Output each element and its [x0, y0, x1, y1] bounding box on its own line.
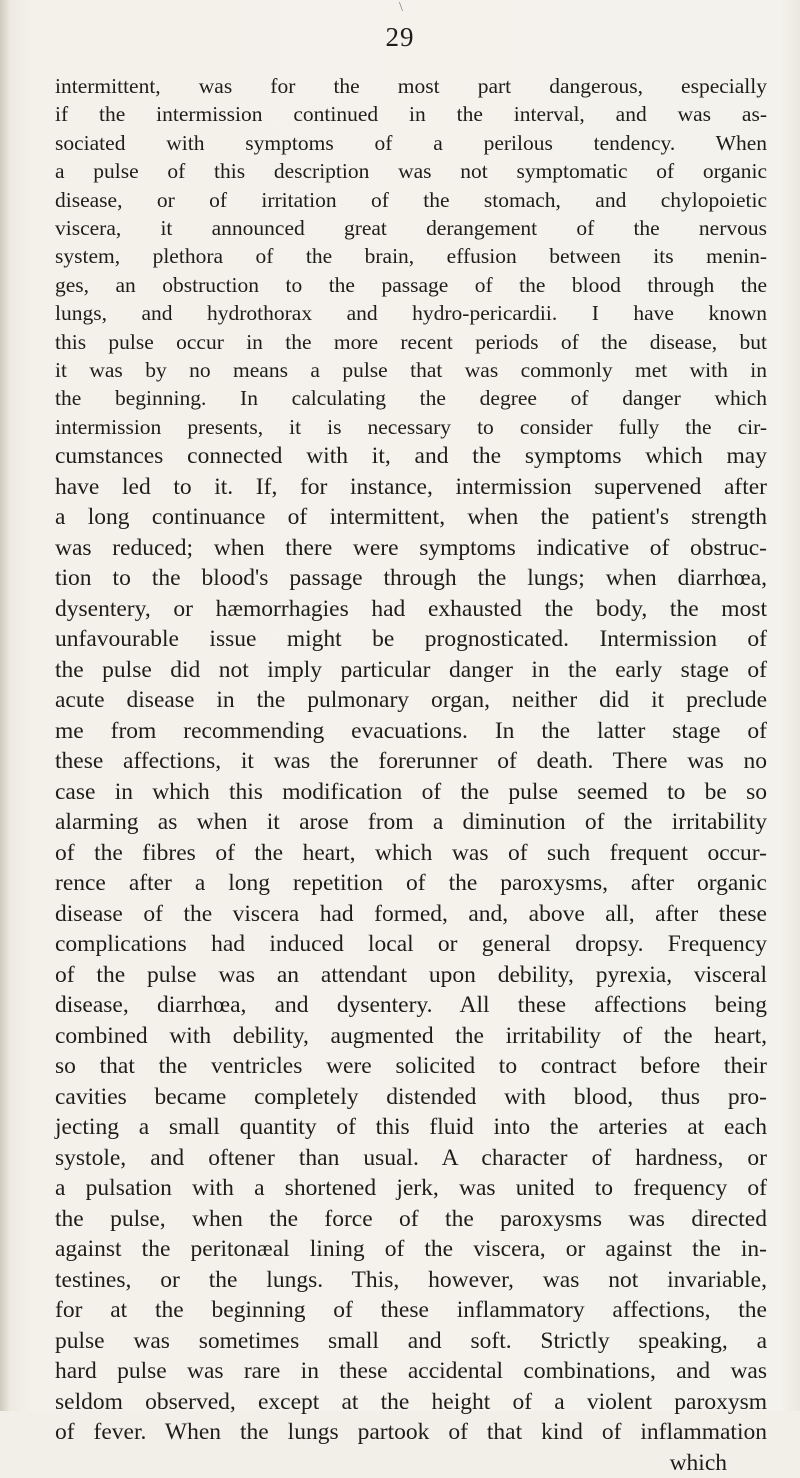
text-line: was reduced; when there were symptoms indicative of obstruc-	[55, 534, 767, 561]
text-line: seldom observed, except at the height of a violent paroxysm	[55, 1388, 767, 1415]
text-line: acute disease in the pulmonary organ, neither did it preclude	[55, 687, 767, 714]
catchword: which	[669, 1449, 727, 1476]
text-line: alarming as when it arose from a diminution of the irritability	[55, 809, 767, 836]
text-line: so that the ventricles were solicited to contract before their	[55, 1053, 767, 1080]
text-line: lungs, and hydrothorax and hydro-pericardii. I have known	[55, 301, 767, 326]
text-line: the beginning. In calculating the degree of danger which	[55, 386, 767, 411]
text-line: the pulse, when the force of the paroxysms was directed	[55, 1205, 767, 1232]
text-line: the pulse did not imply particular danger in the early stage of	[55, 656, 767, 683]
text-line: combined with debility, augmented the irritability of the heart,	[55, 1022, 767, 1049]
text-line: disease of the viscera had formed, and, above all, after these	[55, 900, 767, 927]
page-mark: \	[399, 0, 403, 15]
text-line: these affections, it was the forerunner of death. There was no	[55, 748, 767, 775]
text-line: for at the beginning of these inflammatory affections, the	[55, 1297, 767, 1324]
text-line: sociated with symptoms of a perilous tendency. When	[55, 130, 767, 155]
text-line: of fever. When the lungs partook of that kind of inflammation	[55, 1419, 767, 1446]
page-number: 29	[385, 22, 415, 52]
text-line: case in which this modification of the pulse seemed to be so	[55, 778, 767, 805]
text-line: of the fibres of the heart, which was of such frequent occur-	[55, 839, 767, 866]
text-line: ges, an obstruction to the passage of the blood through the	[55, 272, 767, 297]
text-line: system, plethora of the brain, effusion between its menin-	[55, 244, 767, 269]
text-line: viscera, it announced great derangement of the nervous	[55, 215, 767, 240]
text-line: testines, or the lungs. This, however, was not invariable,	[55, 1266, 767, 1293]
page-edge-shadow	[0, 0, 10, 1411]
text-line: this pulse occur in the more recent periods of the disease, but	[55, 329, 767, 354]
text-line: complications had induced local or general dropsy. Frequency	[55, 931, 767, 958]
text-line: pulse was sometimes small and soft. Strictly speaking, a	[55, 1327, 767, 1354]
text-line: tion to the blood's passage through the lungs; when diarrhœa,	[55, 565, 767, 592]
body-text	[55, 72, 767, 1478]
text-line: a long continuance of intermittent, when the patient's strength	[55, 504, 767, 531]
text-line: of the pulse was an attendant upon debility, pyrexia, visceral	[55, 961, 767, 988]
text-line: if the intermission continued in the interval, and was as-	[55, 102, 767, 127]
text-line: have led to it. If, for instance, intermission supervened after	[55, 473, 767, 500]
text-line: a pulse of this description was not symptomatic of organic	[55, 159, 767, 184]
text-line: cumstances connected with it, and the symptoms which may	[55, 443, 767, 470]
text-line: it was by no means a pulse that was commonly met with in	[55, 357, 767, 382]
text-line: hard pulse was rare in these accidental combinations, and was	[55, 1358, 767, 1385]
text-line: unfavourable issue might be prognosticated. Intermission of	[55, 626, 767, 653]
text-line: systole, and oftener than usual. A character of hardness, or	[55, 1144, 767, 1171]
text-line: me from recommending evacuations. In the latter stage of	[55, 717, 767, 744]
text-line: a pulsation with a shortened jerk, was united to frequency of	[55, 1175, 767, 1202]
text-line: disease, or of irritation of the stomach, and chylopoietic	[55, 187, 767, 212]
text-line: jecting a small quantity of this fluid into the arteries at each	[55, 1114, 767, 1141]
text-line: against the peritonæal lining of the viscera, or against the in-	[55, 1236, 767, 1263]
text-line: rence after a long repetition of the paroxysms, after organic	[55, 870, 767, 897]
text-line: cavities became completely distended with blood, thus pro-	[55, 1083, 767, 1110]
text-line: dysentery, or hæmorrhagies had exhausted the body, the most	[55, 595, 767, 622]
text-line: intermission presents, it is necessary to consider fully the cir-	[55, 414, 767, 439]
text-line: disease, diarrhœa, and dysentery. All these affections being	[55, 992, 767, 1019]
text-line: intermittent, was for the most part dangerous, especially	[55, 74, 767, 98]
